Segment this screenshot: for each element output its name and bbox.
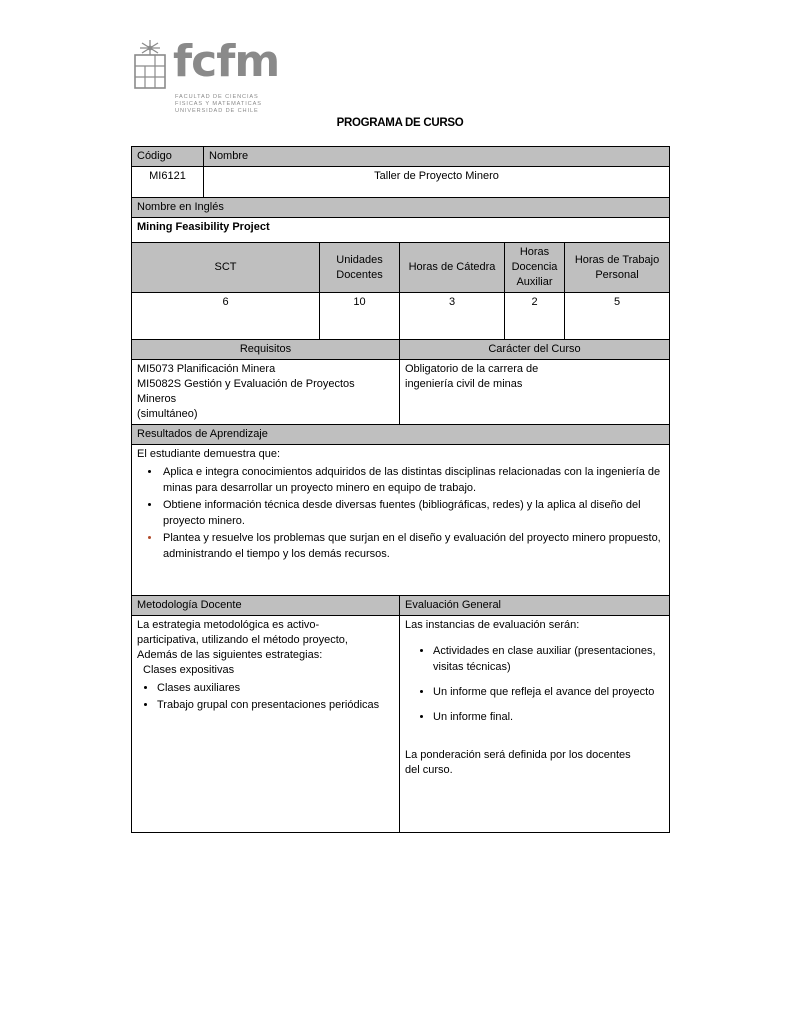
header-horas-catedra: Horas de Cátedra — [400, 243, 505, 293]
header-metodologia-docente: Metodología Docente — [132, 596, 400, 616]
metodologia-line-4: Clases expositivas — [143, 664, 235, 676]
evaluacion-intro: Las instancias de evaluación serán: — [405, 619, 580, 631]
header-horas-docencia-auxiliar: Horas Docencia Auxiliar — [505, 243, 565, 293]
metodologia-bullet-list — [137, 680, 394, 713]
evaluacion-spacer — [405, 734, 664, 748]
value-resultados-aprendizaje — [132, 445, 670, 596]
value-metodologia-docente — [132, 616, 400, 833]
metodologia-line-2: participativa, utilizando el método proyecto, — [137, 634, 348, 646]
header-horas-trabajo-personal: Horas de Trabajo Personal — [565, 243, 670, 293]
list-item: • Trabajo grupal con presentaciones periódicas — [157, 697, 394, 713]
fcfm-crest-icon — [133, 38, 169, 90]
value-horas-docencia-auxiliar: 2 — [505, 293, 565, 340]
value-nombre: Taller de Proyecto Minero — [204, 167, 670, 198]
requisito-line-2: MI5082S Gestión y Evaluación de Proyectos Mineros — [137, 378, 355, 405]
fcfm-subtitle-line-2: FISICAS Y MATEMATICAS — [175, 101, 262, 107]
list-item: • Obtiene información técnica desde diversas fuentes (bibliográficas, redes) y la aplica al diseño del proyecto minero. — [161, 498, 664, 529]
table-row-resultados-body — [132, 445, 670, 596]
caracter-line-2: ingeniería civil de minas — [405, 378, 523, 390]
table-row-codigo-header — [132, 147, 670, 167]
header-caracter-curso: Carácter del Curso — [400, 340, 670, 360]
header-nombre-ingles: Nombre en Inglés — [132, 198, 670, 218]
fcfm-subtitle-line-3: UNIVERSIDAD DE CHILE — [175, 108, 259, 114]
list-item: • Actividades en clase auxiliar (presentaciones, visitas técnicas) — [433, 643, 664, 675]
header-nombre: Nombre — [204, 147, 670, 167]
list-item: • Un informe que refleja el avance del proyecto — [433, 684, 664, 700]
table-row-ingles-header — [132, 198, 670, 218]
table-row-horas-values — [132, 293, 670, 340]
caracter-line-1: Obligatorio de la carrera de — [405, 363, 539, 375]
list-item: • Clases auxiliares — [157, 680, 394, 696]
requisito-line-3: (simultáneo) — [137, 408, 198, 420]
resultados-intro: El estudiante demuestra que: — [137, 448, 281, 460]
table-row-ingles-value — [132, 218, 670, 243]
metodologia-line-3: Además de las siguientes estrategias: — [137, 649, 323, 661]
value-sct: 6 — [132, 293, 320, 340]
course-program-table — [131, 146, 670, 833]
header-resultados-aprendizaje: Resultados de Aprendizaje — [132, 425, 670, 445]
header-codigo: Código — [132, 147, 204, 167]
value-horas-catedra: 3 — [400, 293, 505, 340]
header-unidades-docentes: Unidades Docentes — [320, 243, 400, 293]
value-codigo: MI6121 — [132, 167, 204, 198]
table-row-metodologia-header — [132, 596, 670, 616]
page-title: PROGRAMA DE CURSO — [336, 117, 464, 129]
requisito-line-1: MI5073 Planificación Minera — [137, 363, 276, 375]
table-row-codigo-value — [132, 167, 670, 198]
metodologia-line-1: La estrategia metodológica es activo- — [137, 619, 320, 631]
value-evaluacion-general — [400, 616, 670, 833]
table-row-horas-header — [132, 243, 670, 293]
header-requisitos: Requisitos — [132, 340, 400, 360]
list-item: • Un informe final. — [433, 709, 664, 725]
evaluacion-footer-line-1: La ponderación será definida por los docentes — [405, 749, 631, 761]
value-caracter-curso — [400, 360, 670, 425]
table-row-resultados-header — [132, 425, 670, 445]
fcfm-wordmark: fcfm — [173, 36, 280, 87]
table-row-requisitos-values — [132, 360, 670, 425]
evaluacion-bullet-list — [405, 643, 664, 725]
value-requisitos — [132, 360, 400, 425]
resultados-bullet-list — [137, 465, 664, 562]
header-evaluacion-general: Evaluación General — [400, 596, 670, 616]
table-row-metodologia-body — [132, 616, 670, 833]
value-nombre-ingles: Mining Feasibility Project — [132, 218, 670, 243]
value-unidades-docentes: 10 — [320, 293, 400, 340]
list-item: • Plantea y resuelve los problemas que surjan en el diseño y evaluación del proyecto minero propuesto, administrando el tiempo y los demás recursos. — [161, 531, 664, 562]
evaluacion-footer-line-2: del curso. — [405, 764, 453, 776]
list-item: • Aplica e integra conocimientos adquiridos de las distintas disciplinas relacionadas con la ingeniería de minas para desarrollar un proyecto minero en equipo de trabajo. — [161, 465, 664, 496]
table-row-requisitos-header — [132, 340, 670, 360]
fcfm-logo — [133, 38, 373, 118]
fcfm-subtitle-line-1: FACULTAD DE CIENCIAS — [175, 94, 259, 100]
value-horas-trabajo-personal: 5 — [565, 293, 670, 340]
header-sct: SCT — [132, 243, 320, 293]
